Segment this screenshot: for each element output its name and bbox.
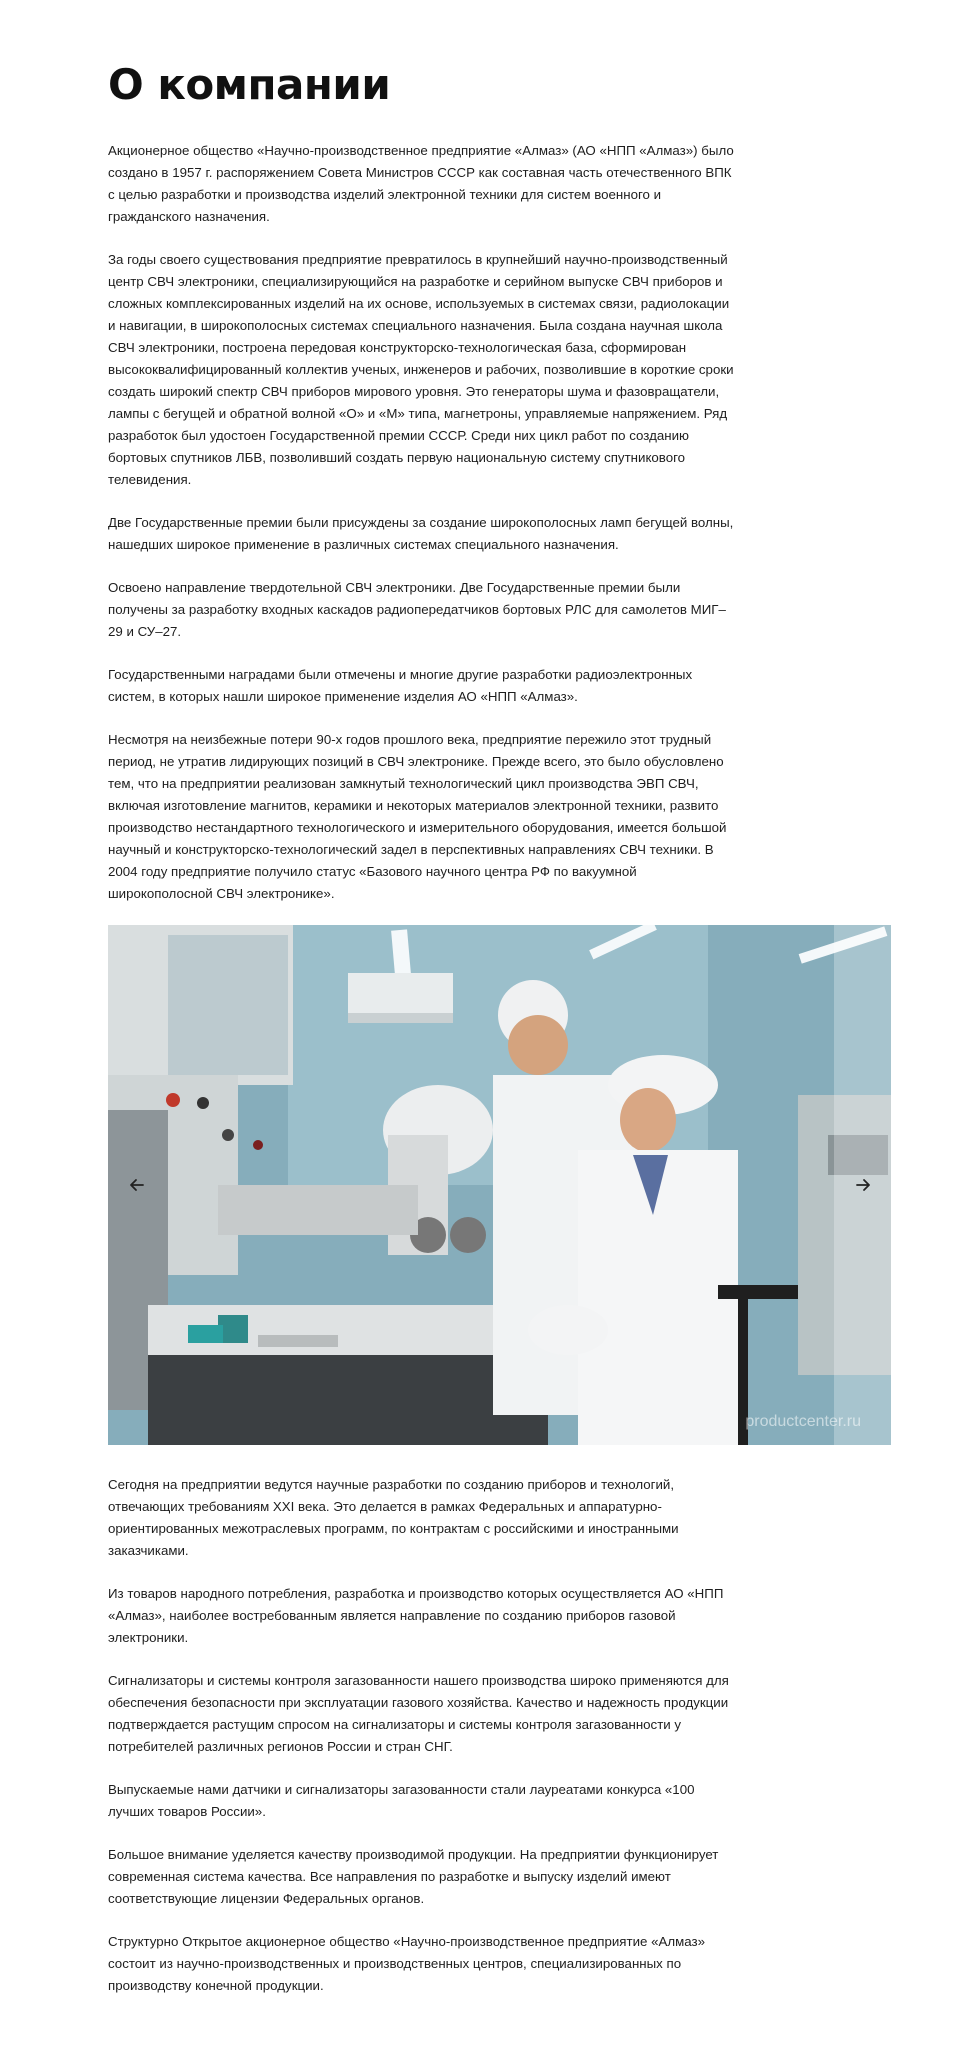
- paragraph: Структурно Открытое акционерное общество «Научно-производственное предприятие «Алмаз» состоит из научно-производственных и производственных центров, специализированных по производству конечной продукции.: [108, 1934, 705, 1993]
- paragraph: Несмотря на неизбежные потери 90-х годов прошлого века, предприятие пережило этот трудный период, не утратив лидирующих позиций в СВЧ электронике. Прежде всего, это было обусловлено тем, что на предприятии реализован замкнутый технологический цикл производства ЭВП СВЧ, включая изготовление магнитов, керамики и некоторых материалов электронной техники, развито производство нестандартного технологического и измерительного оборудования, имеется большой научный и конструкторско-технологический задел в перспективных направлениях СВЧ техники. В 2004 году предприятие получило статус «Базового научного центра РФ по вакуумной широкополосной СВЧ электронике».: [108, 732, 727, 901]
- paragraph: Из товаров народного потребления, разработка и производство которых осуществляется АО «НПП «Алмаз», наиболее востребованным является направление по созданию приборов газовой электроники.: [108, 1586, 724, 1645]
- page-title: О компании: [108, 60, 391, 109]
- arrow-right-icon: [855, 1177, 871, 1193]
- paragraph: Большое внимание уделяется качеству производимой продукции. На предприятии функционирует современная система качества. Все направления по разработке и выпуску изделий имеют соответствующие лицензии Федеральных органов.: [108, 1847, 719, 1906]
- paragraph: Акционерное общество «Научно-производственное предприятие «Алмаз» (АО «НПП «Алмаз») было создано в 1957 г. распоряжением Совета Министров СССР как составная часть отечественного ВПК с целью разработки и производства изделий электронной техники для систем военного и гражданского назначения.: [108, 143, 734, 224]
- photo-watermark: productcenter.ru: [745, 1413, 861, 1430]
- paragraph: Государственными наградами были отмечены и многие другие разработки радиоэлектронных систем, в которых нашли широкое применение изделия АО «НПП «Алмаз».: [108, 667, 693, 704]
- paragraph: Две Государственные премии были присуждены за создание широкополосных ламп бегущей волны, нашедших широкое применение в различных системах специального назначения.: [108, 515, 734, 552]
- paragraph: Сегодня на предприятии ведутся научные разработки по созданию приборов и технологий, отвечающих требованиям XXI века. Это делается в рамках Федеральных и аппаратурно-ориентированных межотраслевых программ, по контрактам с российскими и иностранными заказчиками.: [108, 1477, 679, 1558]
- closing-text: [108, 1474, 738, 1997]
- paragraph: За годы своего существования предприятие превратилось в крупнейший научно-производственный центр СВЧ электроники, специализирующийся на разработке и серийном выпуске СВЧ приборов и сложных комплексированных изделий на их основе, используемых в системах связи, радиолокации и навигации, в широкополосных системах специального назначения. Была создана научная школа СВЧ электроники, построена передовая конструкторско-технологическая база, сформирован высококвалифицированный коллектив ученых, инженеров и рабочих, позволившие в короткие сроки создать широкий спектр СВЧ приборов мирового уровня. Это генераторы шума и фазовращатели, лампы с бегущей и обратной волной «О» и «М» типа, магнетроны, управляемые напряжением. Ряд разработок был удостоен Государственной премии СССР. Среди них цикл работ по созданию бортовых спутников ЛБВ, позволивший создать первую национальную систему спутникового телевидения.: [108, 252, 734, 487]
- paragraph: Освоено направление твердотельной СВЧ электроники. Две Государственные премии были получены за разработку входных каскадов радиопередатчиков бортовых РЛС для самолетов МИГ–29 и СУ–27.: [108, 580, 726, 639]
- slide-photo: [108, 925, 891, 1445]
- slider-next-button[interactable]: [834, 925, 891, 1445]
- arrow-left-icon: [129, 1177, 145, 1193]
- intro-text: [108, 140, 738, 905]
- paragraph: Выпускаемые нами датчики и сигнализаторы загазованности стали лауреатами конкурса «100 лучших товаров России».: [108, 1782, 695, 1819]
- photo-slider[interactable]: [108, 925, 891, 1445]
- paragraph: Сигнализаторы и системы контроля загазованности нашего производства широко применяются для обеспечения безопасности при эксплуатации газового хозяйства. Качество и надежность продукции подтверждается растущим спросом на сигнализаторы и системы контроля загазованности у потребителей различных регионов России и стран СНГ.: [108, 1673, 729, 1754]
- slider-prev-button[interactable]: [108, 925, 165, 1445]
